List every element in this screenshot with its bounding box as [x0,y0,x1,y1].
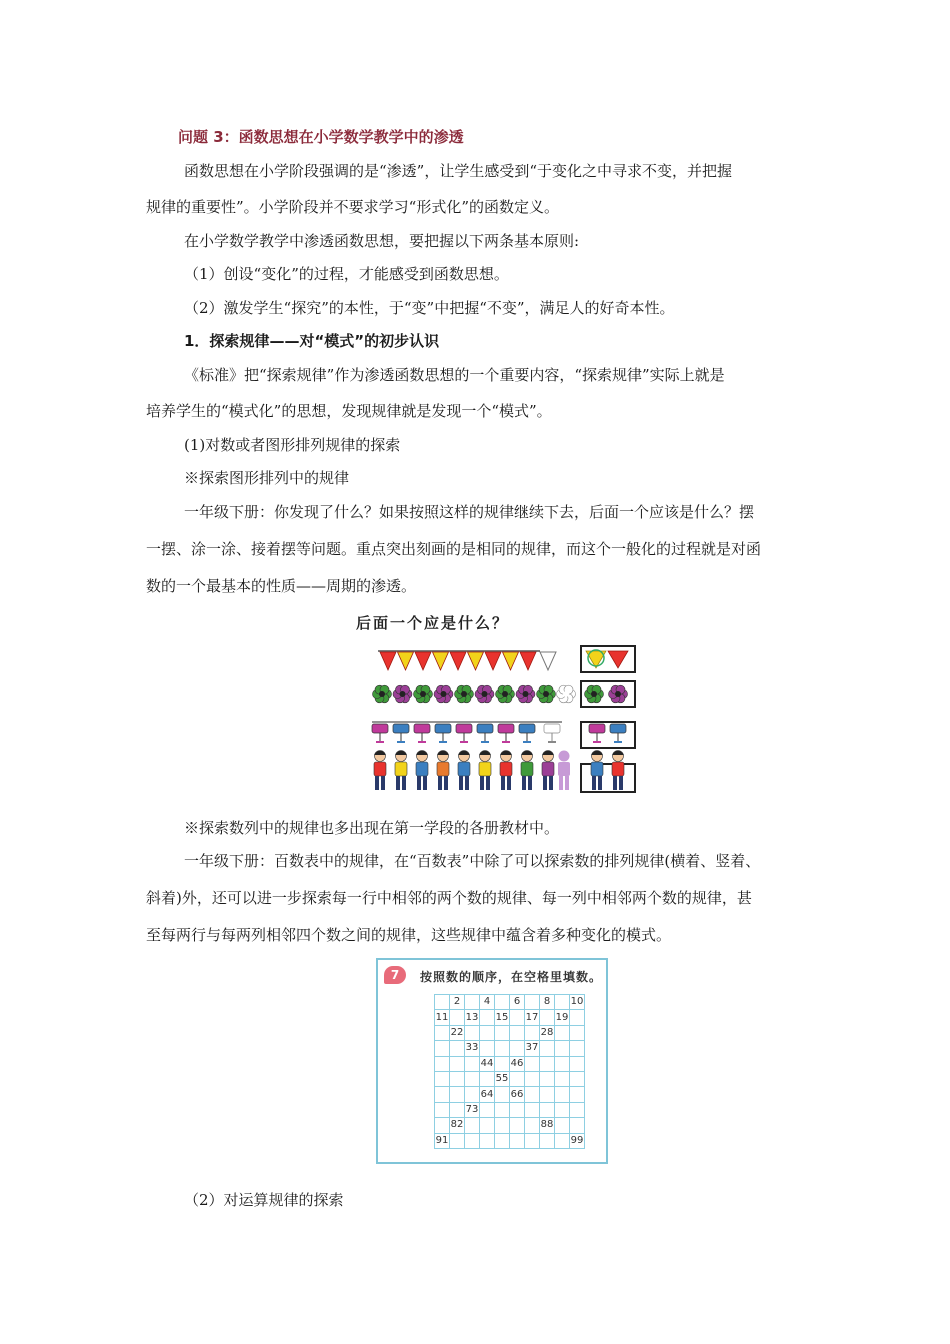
paragraph-1-line-2: 规律的重要性”。小学阶段并不要求学习“形式化”的函数定义。 [146,198,560,216]
principle-1: （1）创设“变化”的过程，才能感受到函数思想。 [184,265,509,283]
hundred-chart-cell [570,1025,585,1040]
hundred-chart-cell: 6 [510,995,525,1010]
hundred-chart-cell [570,1010,585,1025]
pattern-figure-title: 后面一个应是什么？ [356,614,510,632]
hundred-chart-cell [555,995,570,1010]
hundred-chart-cell: 15 [495,1010,510,1025]
hundred-chart-cell [435,1056,450,1071]
hundred-chart-cell [510,1071,525,1086]
ghost-figure-icon [558,751,570,791]
paragraph-1-line-1: 函数思想在小学阶段强调的是“渗透”，让学生感受到“于变化之中寻求不变，并把握 [184,162,733,180]
hundred-chart-cell [570,1056,585,1071]
hundred-chart-row [435,1133,585,1148]
hundred-chart-cell [525,1118,540,1133]
hundred-chart-cell [570,1071,585,1086]
hundred-chart-cell: 66 [510,1087,525,1102]
paragraph-4-line-2: 一摆、涂一涂、接着摆等问题。重点突出刻画的是相同的规律，而这个一般化的过程就是对函 [146,540,762,558]
exercise-instruction: 按照数的顺序，在空格里填数。 [420,970,603,984]
flower-icon [414,685,433,703]
flower-icon [393,685,412,703]
hundred-chart-cell [510,1041,525,1056]
hundred-chart-row [435,1056,585,1071]
hundred-chart-figure [376,958,608,1164]
hundred-chart-cell [450,1133,465,1148]
paragraph-3-line-2: 培养学生的“模式化”的思想，发现规律就是发现一个“模式”。 [146,402,552,420]
answer-purple-flower-icon [609,685,628,703]
hundred-chart-cell [555,1102,570,1117]
triangle-flag-icon [415,652,431,670]
hundred-chart-cell [555,1087,570,1102]
paragraph-5-line-1: 一年级下册：百数表中的规律，在“百数表”中除了可以探索数的排列规律(横着、竖着、 [184,852,761,870]
paragraph-2: 在小学数学教学中渗透函数思想，要把握以下两条基本原则: [184,232,580,250]
hundred-chart-cell: 28 [540,1025,555,1040]
hundred-chart-cell [510,1025,525,1040]
hundred-chart-cell [525,1133,540,1148]
hundred-chart-cell: 55 [495,1071,510,1086]
hundred-chart-cell [570,1041,585,1056]
hundred-chart-cell [480,1133,495,1148]
hundred-chart-cell: 33 [465,1041,480,1056]
hundred-chart-cell [495,1087,510,1102]
hundred-chart-cell [465,1056,480,1071]
child-figure-icon [500,751,512,791]
child-figure-icon [416,751,428,791]
hundred-chart-cell [495,995,510,1010]
heading-problem-3: 问题 3：函数思想在小学数学教学中的渗透 [178,128,464,146]
hundred-chart-row [435,1071,585,1086]
lantern-icon [477,724,493,742]
hundred-chart-cell [465,1087,480,1102]
hundred-chart-cell [435,995,450,1010]
flower-icon [516,685,535,703]
hundred-chart-cell [540,1071,555,1086]
lantern-icon [498,724,514,742]
hundred-chart-cell [510,1118,525,1133]
hundred-chart-cell: 99 [570,1133,585,1148]
hundred-chart-cell [480,1025,495,1040]
hundred-chart-cell [435,1041,450,1056]
hundred-chart-row [435,1010,585,1025]
hundred-chart-cell [450,1087,465,1102]
lantern-icon [393,724,409,742]
hundred-chart-cell [450,1056,465,1071]
hundred-chart-cell [465,1133,480,1148]
hundred-chart-cell: 10 [570,995,585,1010]
hundred-chart-cell [450,1041,465,1056]
hundred-chart-cell [555,1025,570,1040]
hundred-chart-cell [510,1133,525,1148]
hundred-chart-cell [495,1041,510,1056]
child-figure-icon [458,751,470,791]
child-figure-icon [374,751,386,791]
hundred-chart-cell: 82 [450,1118,465,1133]
triangle-flag-icon [398,652,414,670]
hundred-chart-cell [510,1010,525,1025]
outline-flag-icon [540,652,556,670]
child-figure-icon [542,751,554,791]
hundred-chart-cell [465,1025,480,1040]
hundred-chart-row [435,1087,585,1102]
subsection-2: （2）对运算规律的探索 [184,1191,344,1209]
hundred-chart-cell [480,1102,495,1117]
hundred-chart-cell [540,1087,555,1102]
hundred-chart-cell [450,1010,465,1025]
outline-lantern-icon [544,724,560,742]
hundred-chart-cell [480,1118,495,1133]
triangle-flag-icon [520,652,536,670]
paragraph-4-line-3: 数的一个最基本的性质——周期的渗透。 [146,577,417,595]
hundred-chart-cell [435,1087,450,1102]
hundred-chart-cell [525,1102,540,1117]
flower-icon [475,685,494,703]
lantern-icon [414,724,430,742]
child-figure-icon [521,751,533,791]
outline-flower-icon [557,685,576,703]
pattern-figure-drawing [352,608,642,800]
hundred-chart-row [435,1118,585,1133]
hundred-chart-row [435,1102,585,1117]
lantern-icon [372,724,388,742]
hundred-chart-cell: 11 [435,1010,450,1025]
hundred-chart-cell [435,1118,450,1133]
principle-2: （2）激发学生“探究”的本性，于“变”中把握“不变”，满足人的好奇本性。 [184,299,675,317]
hundred-chart-cell [525,1071,540,1086]
flower-icon [496,685,515,703]
hundred-chart-row [435,1025,585,1040]
lantern-icon [456,724,472,742]
note-number-sequences: ※探索数列中的规律也多出现在第一学段的各册教材中。 [184,819,560,837]
hundred-chart-cell [525,1056,540,1071]
hundred-chart-cell [570,1102,585,1117]
hundred-chart-cell [555,1041,570,1056]
hundred-chart-cell: 19 [555,1010,570,1025]
hundred-chart-cell [435,1071,450,1086]
hundred-chart-cell [495,1133,510,1148]
child-figure-icon [395,751,407,791]
flower-icon [537,685,556,703]
hundred-chart-cell [540,1102,555,1117]
hundred-chart-cell: 13 [465,1010,480,1025]
hundred-chart-cell [480,1041,495,1056]
hundred-chart-cell [540,1056,555,1071]
hundred-chart-cell [465,995,480,1010]
hundred-chart-cell [570,1118,585,1133]
hundred-chart-cell [465,1071,480,1086]
hundred-chart-cell [540,1041,555,1056]
hundred-chart-cell [525,1025,540,1040]
hundred-chart-cell [495,1102,510,1117]
hundred-chart-cell [495,1025,510,1040]
triangle-flag-icon [450,652,466,670]
hundred-chart-cell [480,1071,495,1086]
flower-icon [455,685,474,703]
hundred-chart-cell: 4 [480,995,495,1010]
hundred-chart-row [435,995,585,1010]
hundred-chart-cell [570,1087,585,1102]
hundred-chart-cell: 2 [450,995,465,1010]
triangle-flag-icon [468,652,484,670]
hundred-chart-cell [555,1071,570,1086]
hundred-chart-cell [435,1025,450,1040]
child-figure-icon [437,751,449,791]
hundred-chart-cell: 46 [510,1056,525,1071]
hundred-chart-cell [540,1133,555,1148]
hundred-chart-cell [510,1102,525,1117]
hundred-chart-cell [540,1010,555,1025]
hundred-chart-cell: 64 [480,1087,495,1102]
lantern-icon [435,724,451,742]
note-graphic-patterns: ※探索图形排列中的规律 [184,469,350,487]
hundred-chart-cell [525,1087,540,1102]
hundred-chart-cell [480,1010,495,1025]
hundred-chart-cell [495,1118,510,1133]
hundred-chart-cell [495,1056,510,1071]
paragraph-4-line-1: 一年级下册：你发现了什么？如果按照这样的规律继续下去，后面一个应该是什么？摆 [184,503,755,521]
hundred-chart-cell [450,1071,465,1086]
hundred-chart-cell: 17 [525,1010,540,1025]
hundred-chart-cell [465,1118,480,1133]
hundred-chart-cell: 22 [450,1025,465,1040]
paragraph-3-line-1: 《标准》把“探索规律”作为渗透函数思想的一个重要内容，“探索规律”实际上就是 [184,366,725,384]
triangle-flag-icon [485,652,501,670]
pattern-figure [352,608,642,800]
hundred-chart-row [435,1041,585,1056]
child-figure-icon [479,751,491,791]
triangle-flag-icon [433,652,449,670]
exercise-number-badge: 7 [384,966,406,984]
flower-icon [373,685,392,703]
hundred-chart-grid [434,994,585,1149]
subsection-1: (1)对数或者图形排列规律的探索 [184,436,401,454]
triangle-flag-icon [380,652,396,670]
lantern-icon [519,724,535,742]
paragraph-5-line-2: 斜着)外，还可以进一步探索每一行中相邻的两个数的规律、每一列中相邻两个数的规律，甚 [146,889,752,907]
hundred-chart-cell [555,1118,570,1133]
hundred-chart-cell [435,1102,450,1117]
flower-icon [434,685,453,703]
hundred-chart-cell [450,1102,465,1117]
triangle-flag-icon [503,652,519,670]
hundred-chart-cell: 91 [435,1133,450,1148]
hundred-chart-cell [525,995,540,1010]
hundred-chart-cell: 37 [525,1041,540,1056]
section-1-heading: 1．探索规律——对“模式”的初步认识 [184,332,440,350]
hundred-chart-cell: 8 [540,995,555,1010]
hundred-chart-cell [555,1056,570,1071]
answer-green-flower-icon [585,685,604,703]
hundred-chart-cell: 44 [480,1056,495,1071]
paragraph-5-line-3: 至每两行与每两列相邻四个数之间的规律，这些规律中蕴含着多种变化的模式。 [146,926,672,944]
hundred-chart-cell: 73 [465,1102,480,1117]
hundred-chart-cell: 88 [540,1118,555,1133]
hundred-chart-cell [555,1133,570,1148]
